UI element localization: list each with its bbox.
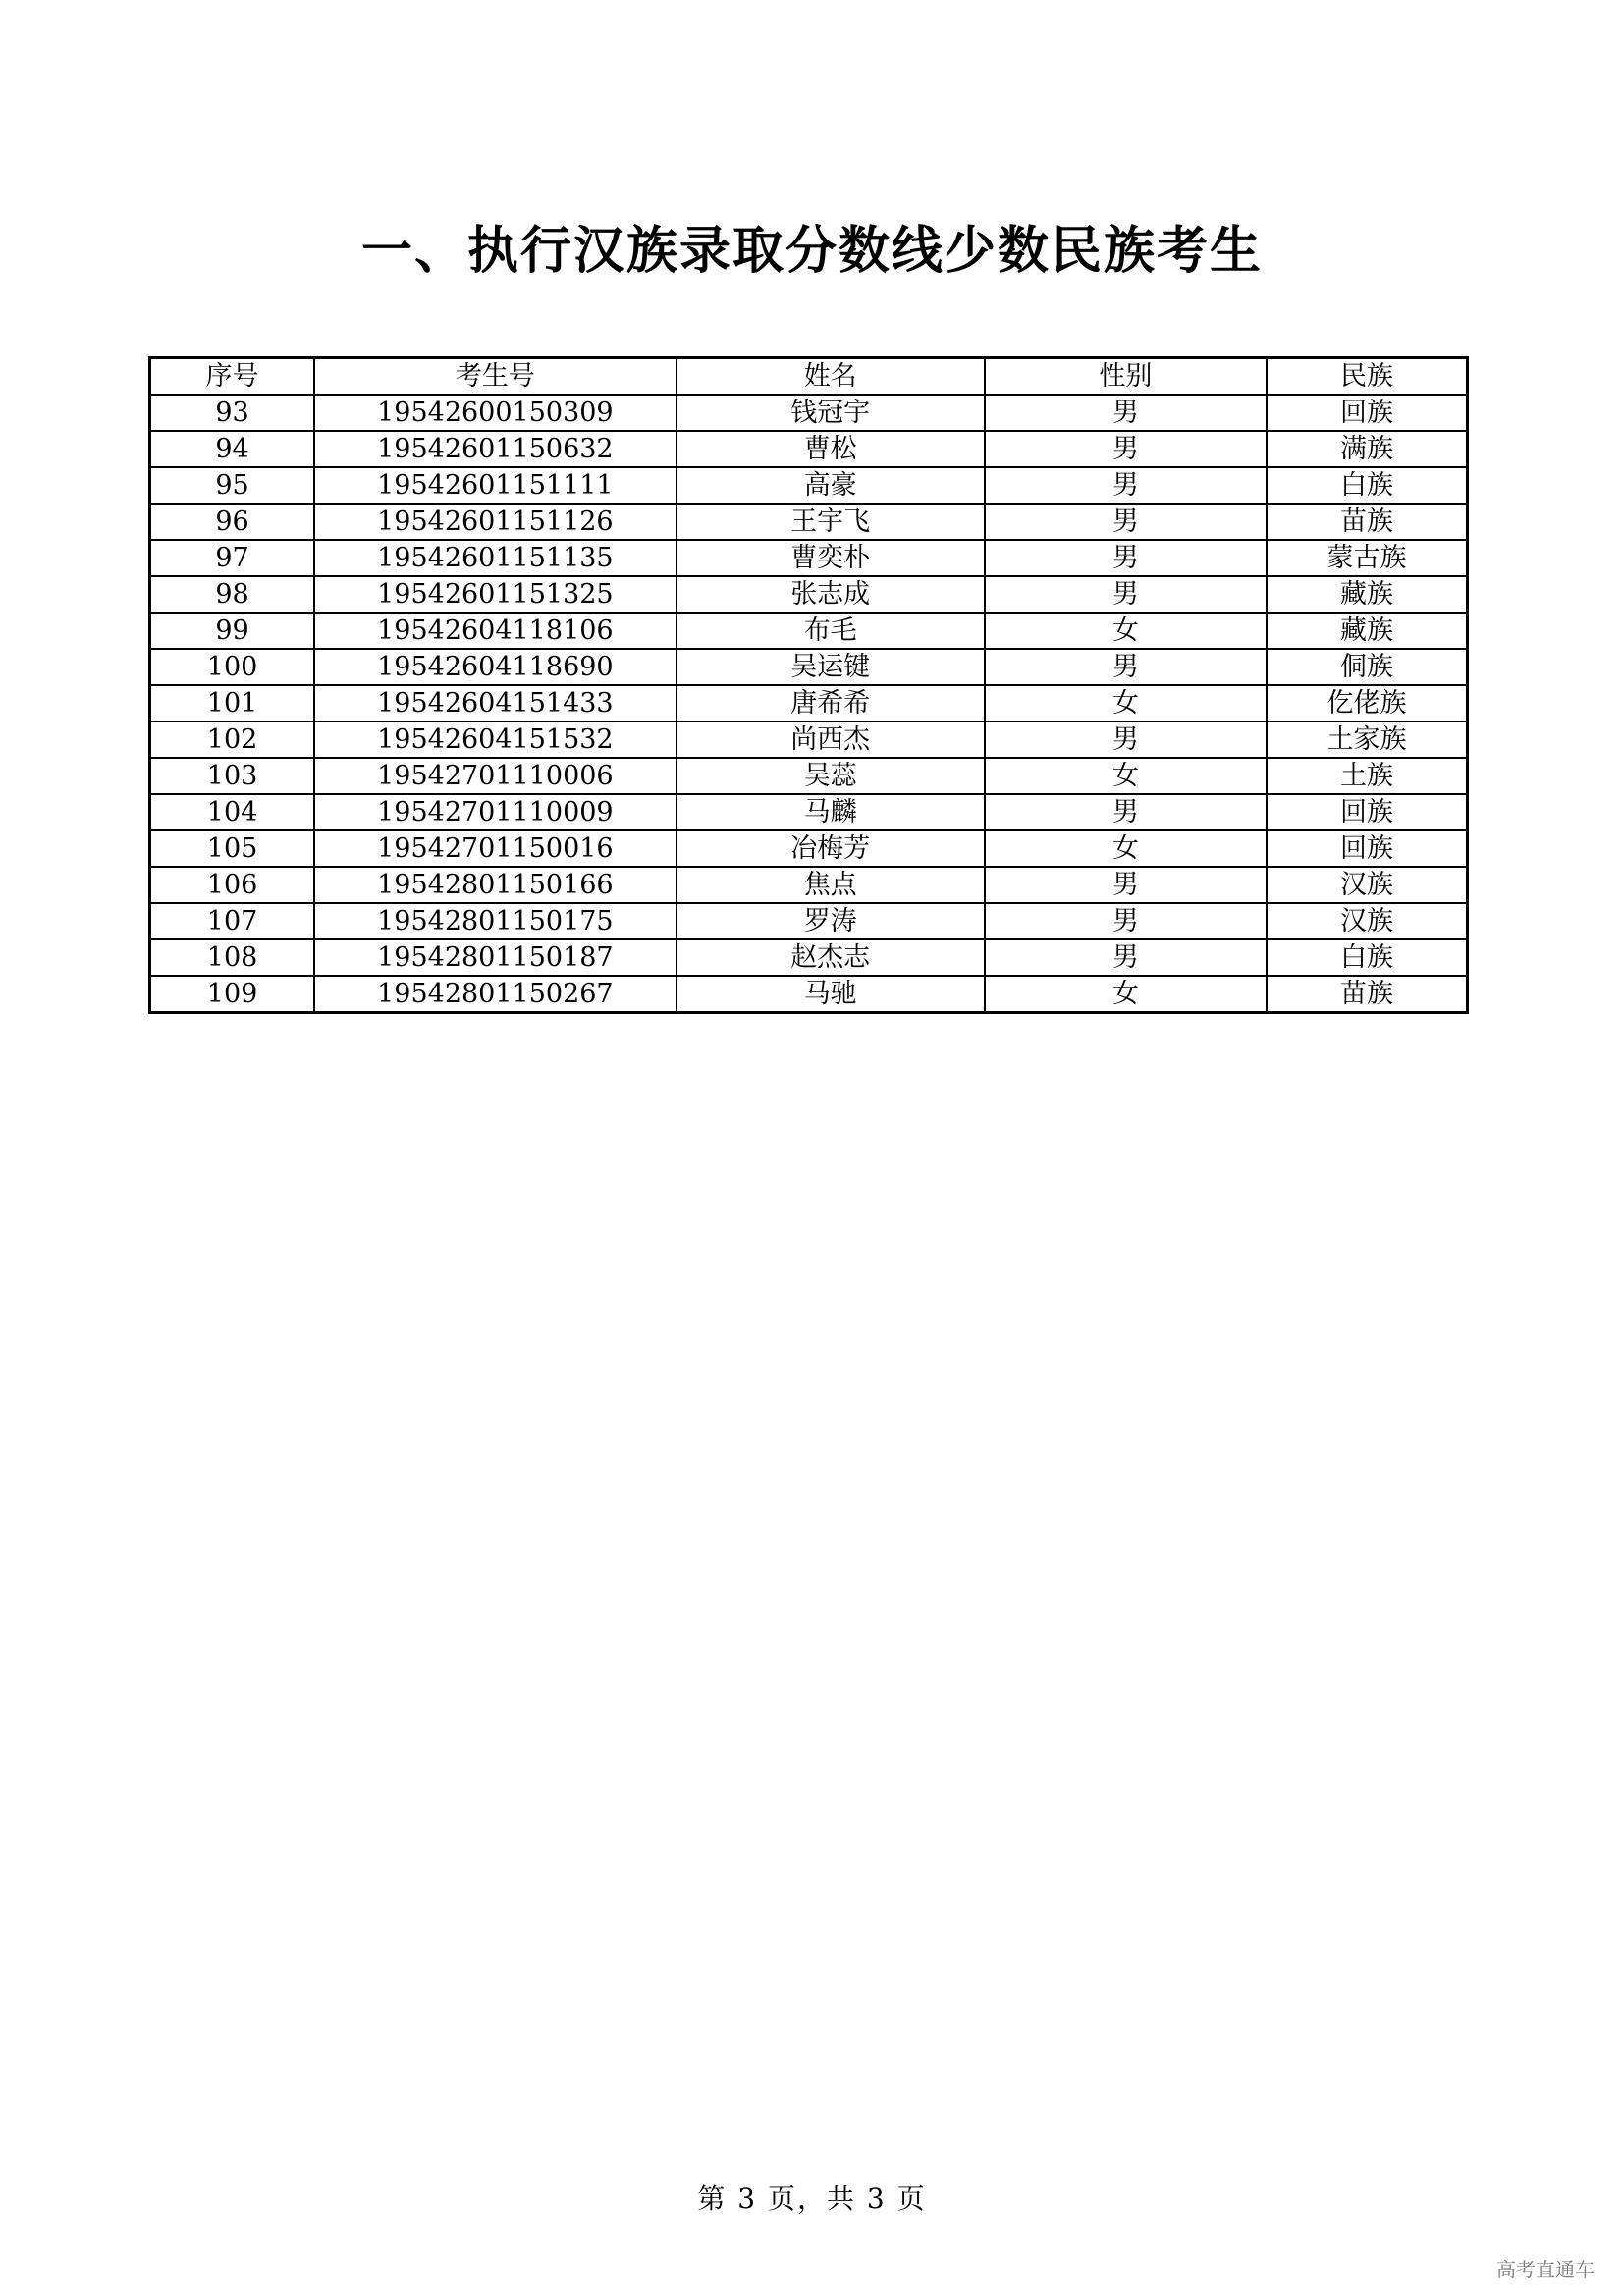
cell-exam-number: 19542601151325 [314, 576, 677, 613]
table-row [150, 504, 1468, 540]
cell-serial-number: 100 [150, 649, 315, 685]
cell-exam-number: 19542801150175 [314, 903, 677, 939]
cell-gender: 男 [985, 395, 1267, 431]
cell-serial-number: 101 [150, 685, 315, 721]
cell-gender: 男 [985, 504, 1267, 540]
cell-serial-number: 104 [150, 794, 315, 830]
cell-serial-number: 94 [150, 431, 315, 467]
cell-name: 张志成 [677, 576, 985, 613]
table-row [150, 721, 1468, 758]
cell-name: 吴蕊 [677, 758, 985, 794]
cell-ethnicity: 土家族 [1267, 721, 1468, 758]
table-row [150, 395, 1468, 431]
table-row [150, 431, 1468, 467]
cell-ethnicity: 满族 [1267, 431, 1468, 467]
cell-name: 布毛 [677, 613, 985, 649]
cell-ethnicity: 苗族 [1267, 976, 1468, 1013]
table-header-row [150, 358, 1468, 396]
cell-gender: 男 [985, 431, 1267, 467]
cell-name: 钱冠宇 [677, 395, 985, 431]
table-row [150, 830, 1468, 867]
cell-name: 马麟 [677, 794, 985, 830]
cell-serial-number: 102 [150, 721, 315, 758]
cell-ethnicity: 蒙古族 [1267, 540, 1468, 576]
cell-gender: 男 [985, 867, 1267, 903]
cell-name: 马驰 [677, 976, 985, 1013]
cell-ethnicity: 汉族 [1267, 903, 1468, 939]
cell-name: 尚西杰 [677, 721, 985, 758]
cell-name: 罗涛 [677, 903, 985, 939]
header-ethnicity: 民族 [1267, 358, 1468, 396]
cell-gender: 女 [985, 613, 1267, 649]
student-table [148, 356, 1469, 1014]
cell-gender: 女 [985, 758, 1267, 794]
cell-serial-number: 95 [150, 467, 315, 504]
cell-name: 吴运键 [677, 649, 985, 685]
table-row [150, 758, 1468, 794]
cell-name: 唐希希 [677, 685, 985, 721]
table-row [150, 976, 1468, 1013]
cell-serial-number: 99 [150, 613, 315, 649]
cell-exam-number: 19542604151532 [314, 721, 677, 758]
cell-ethnicity: 回族 [1267, 395, 1468, 431]
table-row [150, 576, 1468, 613]
cell-exam-number: 19542601151126 [314, 504, 677, 540]
table-body [150, 395, 1468, 1013]
cell-name: 冶梅芳 [677, 830, 985, 867]
cell-ethnicity: 仡佬族 [1267, 685, 1468, 721]
table-row [150, 867, 1468, 903]
cell-ethnicity: 白族 [1267, 939, 1468, 976]
cell-serial-number: 107 [150, 903, 315, 939]
cell-gender: 男 [985, 467, 1267, 504]
cell-gender: 男 [985, 721, 1267, 758]
cell-serial-number: 98 [150, 576, 315, 613]
cell-ethnicity: 苗族 [1267, 504, 1468, 540]
cell-gender: 男 [985, 794, 1267, 830]
cell-gender: 男 [985, 576, 1267, 613]
cell-ethnicity: 藏族 [1267, 576, 1468, 613]
page-footer: 第 3 页，共 3 页 [697, 2182, 927, 2215]
header-serial-number: 序号 [150, 358, 315, 396]
cell-name: 曹奕朴 [677, 540, 985, 576]
cell-ethnicity: 回族 [1267, 794, 1468, 830]
table-row [150, 939, 1468, 976]
cell-ethnicity: 藏族 [1267, 613, 1468, 649]
table-row [150, 467, 1468, 504]
cell-name: 焦点 [677, 867, 985, 903]
table-row [150, 903, 1468, 939]
cell-gender: 女 [985, 830, 1267, 867]
cell-exam-number: 19542601151135 [314, 540, 677, 576]
cell-name: 王宇飞 [677, 504, 985, 540]
cell-serial-number: 108 [150, 939, 315, 976]
cell-exam-number: 19542604118106 [314, 613, 677, 649]
cell-exam-number: 19542801150267 [314, 976, 677, 1013]
table-row [150, 794, 1468, 830]
cell-serial-number: 109 [150, 976, 315, 1013]
cell-name: 赵杰志 [677, 939, 985, 976]
cell-serial-number: 93 [150, 395, 315, 431]
cell-ethnicity: 土族 [1267, 758, 1468, 794]
table-row [150, 613, 1468, 649]
header-name: 姓名 [677, 358, 985, 396]
table-row [150, 649, 1468, 685]
cell-serial-number: 96 [150, 504, 315, 540]
cell-exam-number: 19542600150309 [314, 395, 677, 431]
cell-ethnicity: 白族 [1267, 467, 1468, 504]
table-row [150, 540, 1468, 576]
cell-exam-number: 19542701110006 [314, 758, 677, 794]
cell-ethnicity: 汉族 [1267, 867, 1468, 903]
table-row [150, 685, 1468, 721]
cell-serial-number: 105 [150, 830, 315, 867]
cell-exam-number: 19542604151433 [314, 685, 677, 721]
page-title: 一、执行汉族录取分数线少数民族考生 [360, 222, 1263, 281]
cell-gender: 女 [985, 976, 1267, 1013]
cell-exam-number: 19542601150632 [314, 431, 677, 467]
cell-exam-number: 19542604118690 [314, 649, 677, 685]
cell-gender: 男 [985, 903, 1267, 939]
cell-exam-number: 19542701150016 [314, 830, 677, 867]
header-gender: 性别 [985, 358, 1267, 396]
cell-exam-number: 19542801150187 [314, 939, 677, 976]
cell-exam-number: 19542801150166 [314, 867, 677, 903]
cell-serial-number: 106 [150, 867, 315, 903]
cell-gender: 男 [985, 649, 1267, 685]
cell-exam-number: 19542601151111 [314, 467, 677, 504]
cell-gender: 男 [985, 939, 1267, 976]
cell-name: 曹松 [677, 431, 985, 467]
cell-serial-number: 97 [150, 540, 315, 576]
cell-ethnicity: 回族 [1267, 830, 1468, 867]
cell-exam-number: 19542701110009 [314, 794, 677, 830]
watermark: 高考直通车 [1496, 2258, 1595, 2281]
cell-name: 高豪 [677, 467, 985, 504]
cell-gender: 女 [985, 685, 1267, 721]
header-exam-number: 考生号 [314, 358, 677, 396]
cell-serial-number: 103 [150, 758, 315, 794]
cell-ethnicity: 侗族 [1267, 649, 1468, 685]
cell-gender: 男 [985, 540, 1267, 576]
